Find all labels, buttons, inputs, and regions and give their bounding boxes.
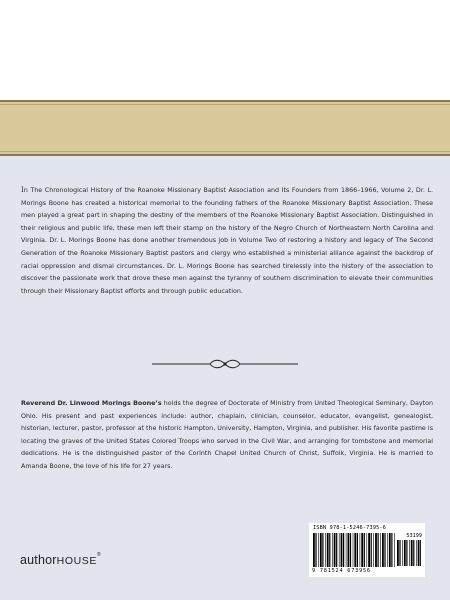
price-barcode-icon bbox=[397, 540, 421, 566]
author-name: Reverend Dr. Linwood Morings Boone’s bbox=[21, 400, 162, 407]
gold-title-band bbox=[0, 100, 450, 156]
ean-digits: 9 781524 673956 bbox=[312, 568, 371, 574]
price-code: 53199 bbox=[406, 533, 422, 539]
author-bio-paragraph bbox=[21, 398, 433, 474]
logo-mark: ® bbox=[97, 552, 101, 558]
isbn-barcode bbox=[309, 523, 425, 577]
description-paragraph bbox=[21, 184, 433, 298]
isbn-text: ISBN 978-1-5246-7395-6 bbox=[313, 525, 387, 531]
author-bio-text: holds the degree of Doctorate of Ministry from United Theological Seminary, Dayton Ohio. His present and past experiences include: author, chaplain, clinician, counselor, educator, evangelist, genealogist, historian, lecturer, pastor, professor at the historic Hampton, University, Hampton, Virginia, and publisher. His favorite pastime is locating the graves of the United States Colored Troops who served in the Civil War, and arranging for tombstone and memorial dedications. He is the distinguished pastor of the Corinth Chapel United Church of Christ, Suffolk, Virginia. He is married to Amanda Boone, the love of his life for 27 years. bbox=[21, 400, 433, 470]
logo-lower: author bbox=[20, 553, 57, 567]
publisher-logo bbox=[20, 553, 101, 567]
top-white-band bbox=[0, 0, 450, 100]
drop-cap: I bbox=[21, 186, 24, 194]
barcode-icon bbox=[313, 533, 395, 567]
ornamental-divider-icon bbox=[150, 358, 300, 370]
description-text: n The Chronological History of the Roanoke Missionary Baptist Association and Its Founders from 1866–1966, Volume 2, Dr. L. Morings Boone has created a historical memorial to the founding fathers of the Roanoke Missionary Baptist Association. These men played a great part in shaping the destiny of the members of the Roanoke Missionary Baptist Association. Distinguished in their religious and public life, these men left their stamp on the history of the Negro Church of Northeastern North Carolina and Virginia. Dr. L. Morings Boone has done another tremendous job in Volume Two of restoring a history and legacy of The Second Generation of the Roanoke Missionary Baptist pastors and clergy who established a ministerial alliance against the backdrop of racial oppression and dismal circumstances. Dr. L. Morings Boone has searched tirelessly into the history of the association to discover the passionate work that drove these men against the tyranny of southern discrimination to elevate their communities through their Missionary Baptist efforts and through public education. bbox=[21, 187, 433, 295]
logo-upper: HOUSE bbox=[56, 555, 97, 567]
